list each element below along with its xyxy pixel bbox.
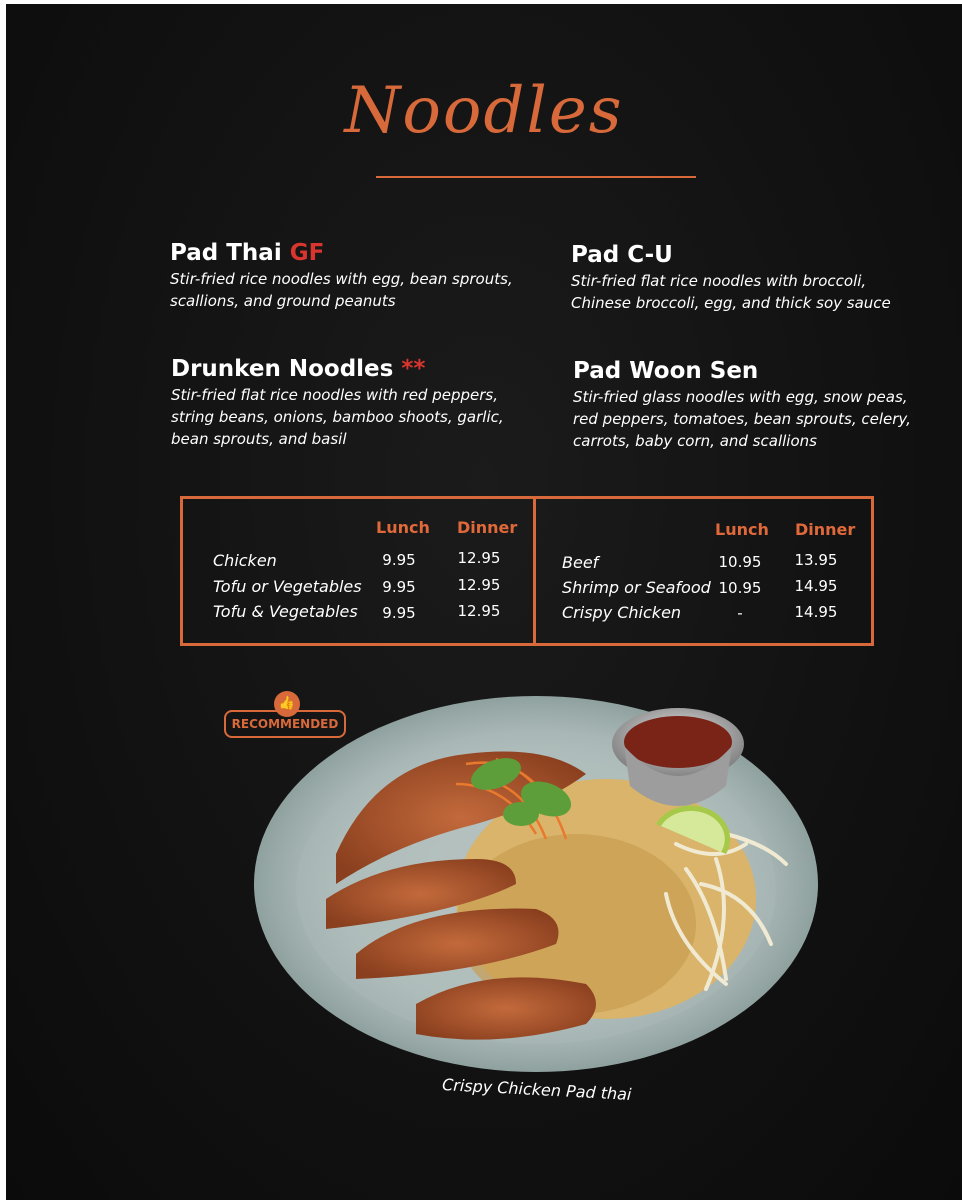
price-dinner-shrimp-or-seafood: 14.95 xyxy=(794,577,838,595)
dish-title: Drunken Noodles xyxy=(171,356,394,382)
recommended-badge: RECOMMENDED xyxy=(224,710,346,738)
spicy-tag: ** xyxy=(401,356,426,382)
price-dinner-beef: 13.95 xyxy=(794,551,838,569)
dish-description-pad-c-u xyxy=(571,270,891,314)
title-underline xyxy=(376,176,696,178)
right-dinner-header: Dinner xyxy=(795,520,856,539)
photo-caption: Crispy Chicken Pad thai xyxy=(441,1075,632,1104)
dish-description-pad-thai xyxy=(170,268,513,312)
description-line: Chinese broccoli, egg, and thick soy sauce xyxy=(571,294,891,312)
description-line: Stir-fried flat rice noodles with broccoli, xyxy=(571,272,867,290)
food-photo xyxy=(246,684,826,1074)
price-lunch-crispy-chicken: - xyxy=(737,604,743,622)
description-line: Stir-fried rice noodles with egg, bean sprouts, xyxy=(170,270,513,288)
gluten-free-tag: GF xyxy=(289,240,325,266)
dish-title: Pad Thai xyxy=(170,240,282,266)
dish-title: Pad Woon Sen xyxy=(573,358,759,384)
price-row-label-beef: Beef xyxy=(562,553,599,572)
dish-name-pad-c-u xyxy=(571,242,673,268)
price-table xyxy=(180,496,874,646)
description-line: Stir-fried flat rice noodles with red peppers, xyxy=(171,386,498,404)
price-lunch-shrimp-or-seafood: 10.95 xyxy=(718,579,762,597)
description-line: carrots, baby corn, and scallions xyxy=(573,432,817,450)
price-row-label-tofu-or-vegetables: Tofu or Vegetables xyxy=(213,577,362,596)
left-lunch-header: Lunch xyxy=(376,518,430,537)
description-line: scallions, and ground peanuts xyxy=(170,292,396,310)
dish-name-pad-thai xyxy=(170,240,324,266)
dish-name-pad-woon-sen xyxy=(573,358,758,384)
pad-thai-plate-illustration xyxy=(246,684,826,1074)
price-dinner-chicken: 12.95 xyxy=(457,549,501,567)
price-dinner-tofu-and-vegetables: 12.95 xyxy=(457,602,501,620)
dish-description-drunken-noodles xyxy=(171,384,504,450)
price-lunch-beef: 10.95 xyxy=(718,553,762,571)
menu-page xyxy=(6,4,962,1200)
price-row-label-tofu-and-vegetables: Tofu & Vegetables xyxy=(213,602,358,621)
price-dinner-crispy-chicken: 14.95 xyxy=(794,603,838,621)
price-row-label-chicken: Chicken xyxy=(213,551,277,570)
price-lunch-tofu-or-vegetables: 9.95 xyxy=(382,578,416,596)
description-line: Stir-fried glass noodles with egg, snow peas, xyxy=(573,388,908,406)
price-table-divider xyxy=(533,499,536,643)
price-row-label-crispy-chicken: Crispy Chicken xyxy=(562,603,682,622)
dish-name-drunken-noodles xyxy=(171,356,425,382)
description-line: string beans, onions, bamboo shoots, garlic, xyxy=(171,408,504,426)
price-lunch-chicken: 9.95 xyxy=(382,551,416,569)
dish-description-pad-woon-sen xyxy=(573,386,911,452)
thumbs-up-icon: 👍 xyxy=(274,691,300,717)
left-dinner-header: Dinner xyxy=(457,518,518,537)
price-lunch-tofu-and-vegetables: 9.95 xyxy=(382,604,416,622)
price-row-label-shrimp-or-seafood: Shrimp or Seafood xyxy=(562,578,711,597)
dish-title: Pad C-U xyxy=(571,242,673,268)
description-line: red peppers, tomatoes, bean sprouts, celery, xyxy=(573,410,911,428)
section-title: Noodles xyxy=(344,74,624,148)
description-line: bean sprouts, and basil xyxy=(171,430,347,448)
right-lunch-header: Lunch xyxy=(715,520,769,539)
price-dinner-tofu-or-vegetables: 12.95 xyxy=(457,576,501,594)
